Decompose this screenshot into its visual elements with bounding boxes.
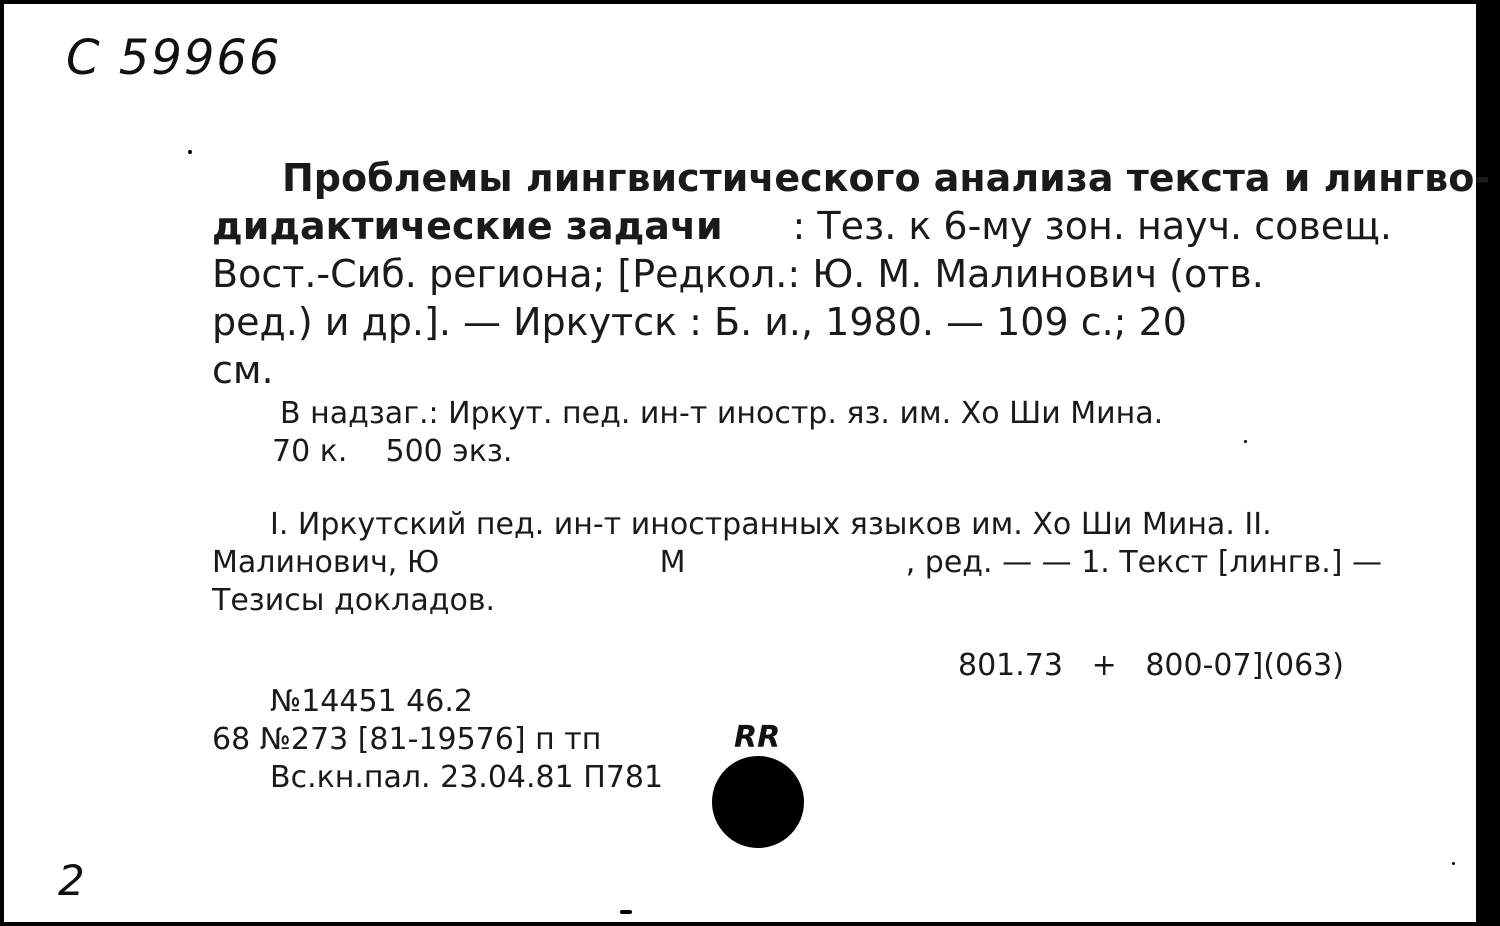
shelf-mark: С 59966	[66, 30, 282, 86]
title-subtitle: : Тез. к 6-му зон. науч. совещ.	[792, 204, 1392, 248]
speck	[188, 150, 192, 154]
punch-hole	[712, 756, 804, 848]
catalog-card	[4, 4, 1491, 922]
title-line-3	[212, 250, 1392, 298]
tracing-line-2	[212, 544, 1382, 582]
bibliographic-description	[212, 154, 1491, 394]
title-size: см.	[212, 348, 274, 392]
card-number: 2	[58, 856, 85, 905]
classification-index: 801.73 + 800-07](063)	[958, 648, 1344, 683]
note-price-run: 70 к. 500 экз.	[272, 434, 513, 469]
title-imprint: ред.) и др.]. — Иркутск : Б. и., 1980. — 109 с.; 20	[212, 300, 1187, 344]
speck	[620, 910, 632, 914]
register-line-3: Вс.кн.пал. 23.04.81 П781	[270, 760, 664, 795]
title-main-part1: Проблемы лингвистического анализа текста и лингво-	[282, 156, 1491, 200]
title-line-2	[212, 202, 1392, 250]
title-line-4	[212, 298, 1392, 346]
tracing-2b: М	[659, 545, 686, 580]
register-line-2: 68 №273 [81-19576] п тп	[212, 722, 602, 757]
speck	[1244, 440, 1247, 443]
title-main-part2: дидактические задачи	[212, 204, 723, 248]
tracings	[212, 506, 1382, 620]
title-responsibility: Вост.-Сиб. региона; [Редкол.: Ю. М. Малинович (отв.	[212, 252, 1264, 296]
tracing-2a: Малинович, Ю	[212, 545, 440, 580]
tracing-line-3	[212, 582, 1382, 620]
register-line-1: №14451 46.2	[270, 684, 473, 719]
title-line-5	[212, 346, 1392, 394]
tracing-line-1	[212, 506, 1382, 544]
tracing-1: I. Иркутский пед. ин-т иностранных языков им. Хо Ши Мина. II.	[270, 507, 1272, 542]
speck	[1452, 862, 1455, 865]
tracing-3: Тезисы докладов.	[212, 583, 496, 618]
tracing-2c: , ред. — — 1. Текст [лингв.] —	[905, 545, 1382, 580]
initials: RR	[734, 720, 781, 755]
note-heading: В надзаг.: Иркут. пед. ин-т иностр. яз. им. Хо Ши Мина.	[280, 396, 1164, 431]
title-line-1	[212, 154, 1491, 202]
